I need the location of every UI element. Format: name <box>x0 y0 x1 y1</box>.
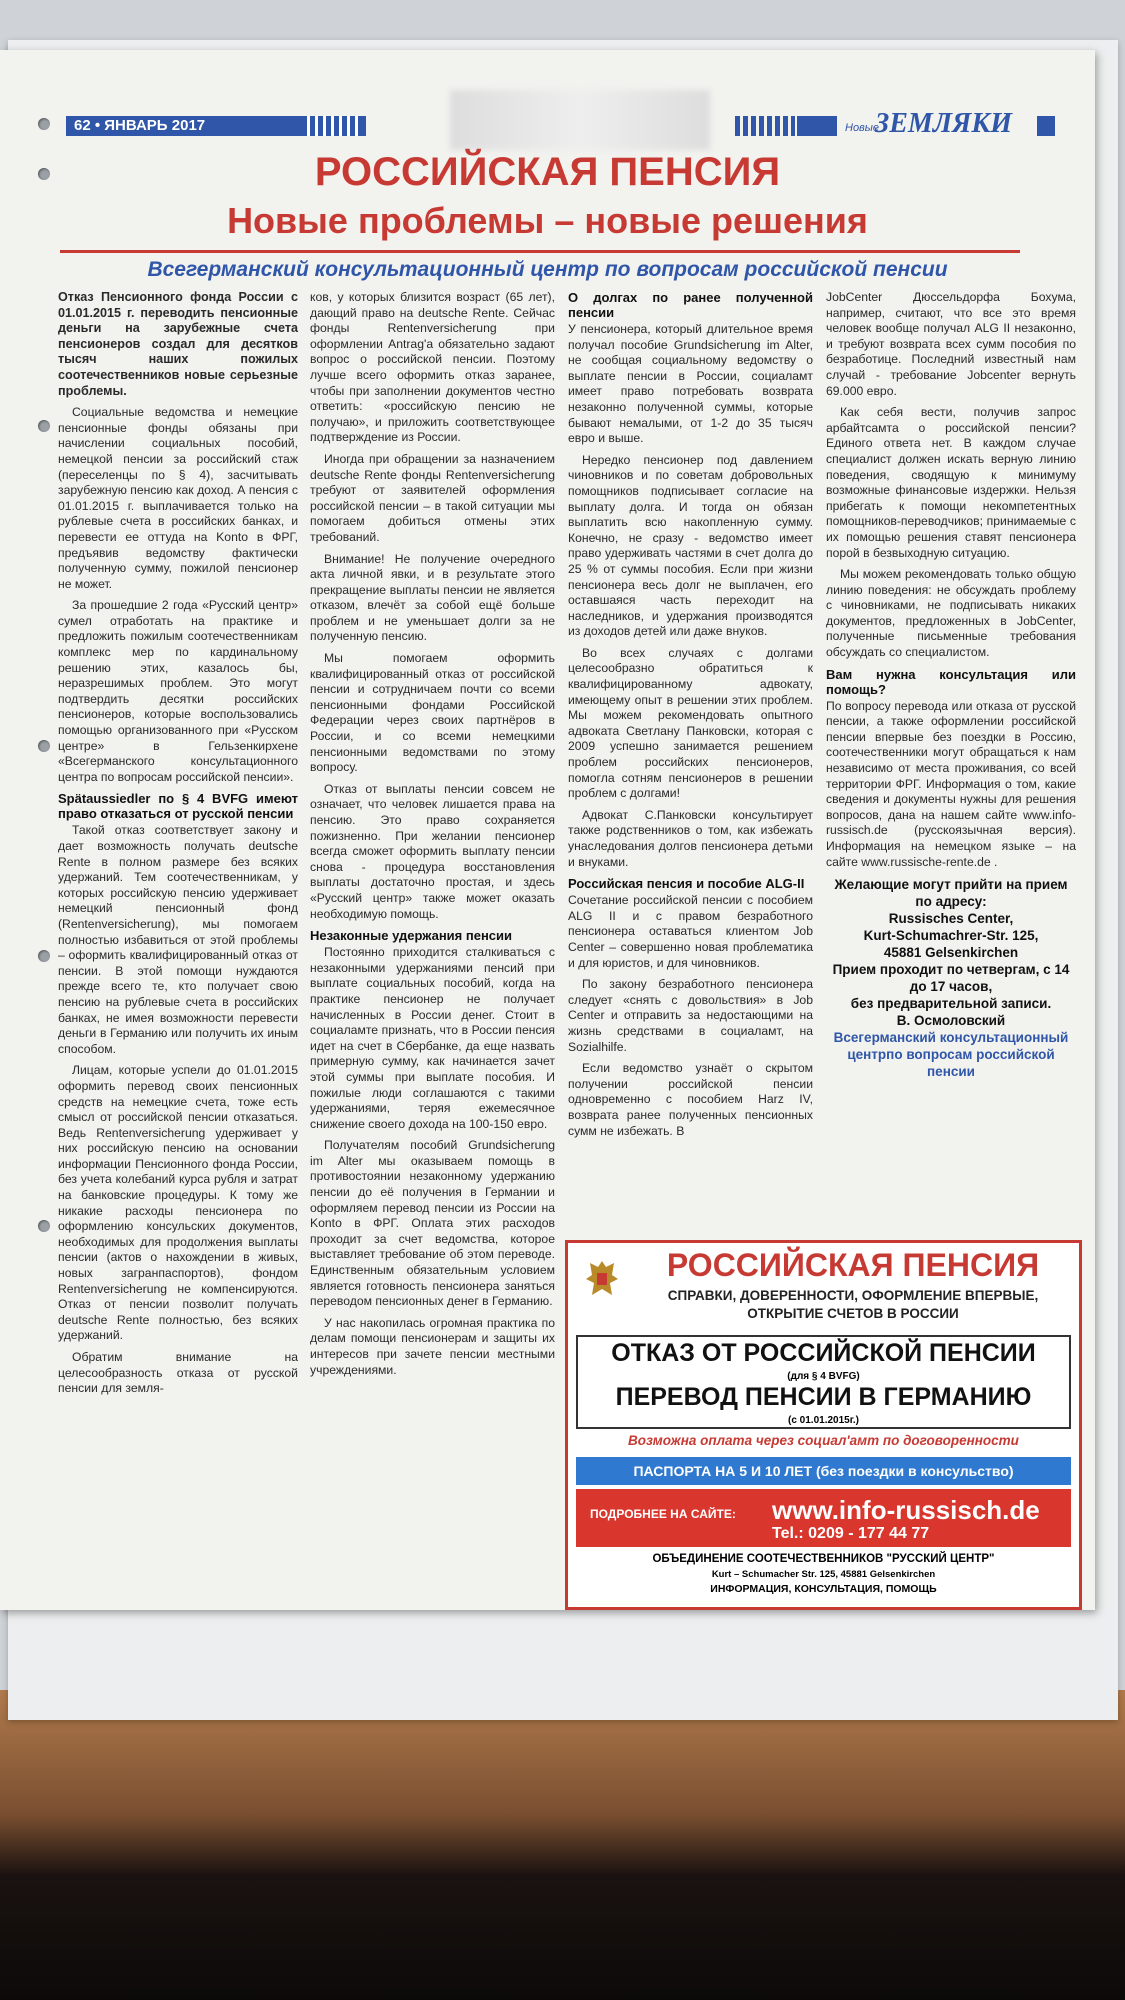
binding-hole <box>38 740 50 752</box>
paragraph: Внимание! Не получение очередного акта личной явки, и в результате этого прекращение выплаты пенсии не является отказом, влечёт за собой ещё больше проблем и не уменьшает долги за не полученную пенсию. <box>310 551 555 644</box>
russian-eagle-icon <box>582 1257 622 1301</box>
paragraph: По вопросу перевода или отказа от русской пенсии, а также оформлении российской пенсии впервые без поездки в Россию, соотечественники могут обращаться к нам независимо от места проживания, со всей территории ФРГ. Информация о том, какие сведения и документы нужны для решения вопросов, дана на нашем сайте www.info-russisch.de (русскоязычная версия). Информация на немецком языке – на сайте www.russische-rente.de . <box>826 698 1076 869</box>
article-column-4 <box>826 290 1076 1080</box>
paragraph: JobCenter Дюссельдорфа Бохума, например, считают, что все это время человек вообще получал ALG II незаконно, и требуют возврата всех сумм пособия по безработице. Последний известный нам случай - требование Jobcenter вернуть 69.000 евро. <box>826 290 1076 398</box>
ad-subtitle: СПРАВКИ, ДОВЕРЕННОСТИ, ОФОРМЛЕНИЕ ВПЕРВЫЕ, ОТКРЫТИЕ СЧЕТОВ В РОССИИ <box>667 1288 1039 1321</box>
paragraph: Если ведомство узнаёт о скрытом получении российской пенсии одновременно с пособием Harz IV, возврата ранее полученных пенсионных сумм не избежать. В <box>568 1061 813 1138</box>
binding-hole <box>38 1220 50 1232</box>
paragraph: Такой отказ соответствует закону и дает возможность получать deutsche Rente в полном размере без всяких удержаний. Тем соотечественникам, у которых российскую пенсию удерживает немецкий пенсионный фонд (Rentenversicherung), мы помогаем полностью избавиться от этой проблемы – оформить квалифицированный отказ от пенсии. В этой помощи нуждаются прежде всего те, кто получает свою пенсию на рублевые счета в российских банках, не имея возможности перевести деньги в Германию или получить их иным способом. <box>58 823 298 1056</box>
hours-note: без предварительной записи. <box>850 996 1052 1012</box>
address-intro: Желающие могут прийти на прием по адресу: <box>834 877 1068 910</box>
section-heading: Вам нужна консультация или помощь? <box>826 666 1076 697</box>
article-column-2 <box>310 290 555 1384</box>
ad-service-note: (для § 4 BVFG) <box>787 1371 860 1382</box>
paragraph: Нередко пенсионер под давлением чиновников и по советам добровольных помощников подписывает согласие на выплату долга. И тогда он обязан выплатить всю накопленную сумму. Конечно, не сразу - ведомство имеет право удерживать частями в счет долга до 25 % от суммы пособия. Если при жизни пенсионера весь долг не выплачен, его оставшаяся часть переходит на наследников, и удержания производятся из доходов детей или даже внуков. <box>568 452 813 639</box>
paragraph: Иногда при обращении за назначением deutsche Rente фонды Rentenversicherung требуют от заявителей оформления российской пенсии – в такой ситуации мы помогаем добиться отмены этих требований. <box>310 451 555 544</box>
ad-service-refusal: ОТКАЗ ОТ РОССИЙСКОЙ ПЕНСИИ <box>611 1339 1036 1367</box>
ad-more-label: ПОДРОБНЕЕ НА САЙТЕ: <box>590 1507 736 1521</box>
ad-phone: Tel.: 0209 - 177 44 77 <box>772 1525 930 1542</box>
address-line: 45881 Gelsenkirchen <box>883 945 1019 961</box>
paragraph: У пенсионера, который длительное время получал пособие Grundsicherung im Alter, не сообщая социальному ведомству о выплате пенсии в России, социаламт имеет право потребовать возврата незаконно полученной суммы, которые бывают немалыми, от 1-2 до 35 тысяч евро и выше. <box>568 322 813 446</box>
address-block <box>826 876 1076 1080</box>
wooden-table <box>0 1690 1125 2000</box>
paragraph: Социальные ведомства и немецкие пенсионные фонды обязаны при начислении социальных пособий, немецкой пенсии за российский стаж (переселенцы по § 4), засчитывать зарубежную пенсию как доход. А пенсия с 01.01.2015 г. выплачивается только на рублевые счета в российских банках, и перевести ее оттуда на Konto в ФРГ, предъявив ведомству фактически полученную сумму, пожилой пенсионер не может. <box>58 405 298 591</box>
ad-contact-banner <box>576 1489 1071 1547</box>
ad-payment-note: Возможна оплата через социал'амт по договоренности <box>628 1433 1019 1448</box>
headline-rule <box>60 250 1020 253</box>
paragraph: Как себя вести, получив запрос арбайтсамта о российской пенсии? Единого ответа нет. В каждом случае специалист должен искать верную линию поведения, сводящую к минимуму возможные финансовые издержки. Нельзя прибегать к помощи некомпетентных помощников-переводчиков; принимаемые с их помощью решения ставят пенсионера порой в безвыходную ситуацию. <box>826 405 1076 560</box>
masthead-small: Новые <box>845 122 880 134</box>
paragraph: Постоянно приходится сталкиваться с незаконными удержаниями пенсий при выплате социальных пособий, когда на практике пенсионер не получает начисленных в России денег. Стоит в социаламте признать, что в России пенсия идет на счет в Сбербанке, да еще назвать примерную сумму, как начинается зачет этой суммы при выплате пособия. И пожилые люди соглашаются с такими удержаниями, теряя ежемесячное снижение своего дохода на 100-150 евро. <box>310 945 555 1131</box>
paragraph: Сочетание российской пенсии с пособием ALG II и с правом безработного пенсионера оставаться клиентом Job Center – совершенно новая проблематика и для юристов, и для чиновников. <box>568 893 813 970</box>
binding-hole <box>38 118 50 130</box>
page-folio <box>66 116 366 136</box>
section-heading: Незаконные удержания пенсии <box>310 928 513 944</box>
article-subtitle: Всегерманский консультационный центр по вопросам российской пенсии <box>147 258 948 281</box>
lead-paragraph: Отказ Пенсионного фонда России с 01.01.2015 г. переводить пенсионные деньги на зарубежные счета пенсионеров создал для десятков тысяч наших пожилых соотечественников новые серьезные проблемы. <box>58 290 298 398</box>
address-line: Russisches Center, <box>888 911 1014 927</box>
binding-hole <box>38 950 50 962</box>
newspaper-page <box>0 50 1095 1610</box>
address-line: Kurt-Schumachrer-Str. 125, <box>863 928 1039 944</box>
paragraph: Мы помогаем оформить квалифицированный отказ от российской пенсии и сотрудничаем почти со всеми пенсионными фондами Российской Федерации через своих партнёров в России, и со всеми немецкими пенсионными ведомствами по этому вопросу. <box>310 651 555 775</box>
ad-services-box <box>576 1335 1071 1429</box>
paragraph: Получателям пособий Grundsicherung im Alter мы оказываем помощь в противостоянии незаконному удержанию пенсии до её получения в Германии и оформляем перевод пенсии из России на Konto в ФРГ. Оплата этих расходов проходит за счет ведомства, которое выставляет требование об этом переводе. Единственным обязательным условием является готовность пенсионера заняться переводом пенсионных денег в Германию. <box>310 1138 555 1309</box>
blurred-area <box>450 90 710 150</box>
article-column-3 <box>568 290 813 1145</box>
author-org: Всегерманский консультационный центрпо вопросам российской пенсии <box>833 1030 1069 1080</box>
ad-passport-banner: ПАСПОРТА НА 5 И 10 ЛЕТ (без поездки в консульство) <box>576 1457 1071 1485</box>
headline-secondary: Новые проблемы – новые решения <box>227 200 868 241</box>
binding-hole <box>38 420 50 432</box>
ad-org-name: ОБЪЕДИНЕНИЕ СООТЕЧЕСТВЕННИКОВ "РУССКИЙ ЦЕНТР" <box>652 1553 995 1565</box>
article-column-1 <box>58 290 298 1403</box>
section-heading: Spätaussiedler по § 4 BVFG имеют право отказаться от русской пенсии <box>58 791 298 822</box>
paragraph: Во всех случаях с долгами целесообразно обратиться к квалифицированному адвокату, имеющему опыт в решении этих проблем. Мы можем рекомендовать опытного адвоката Светлану Панковски, которая с 2009 успешно занимается решением проблем российских пенсионеров, помогла сотням пенсионеров в решении проблем с долгами! <box>568 645 813 801</box>
section-heading: Российская пенсия и пособие ALG-II <box>568 876 805 892</box>
paragraph: Отказ от выплаты пенсии совсем не означает, что человек лишается права на пенсию. Это право сохраняется пожизненно. При желании пенсионер всегда сможет оформить выплату пенсии снова - процедура восстановления выплаты достаточно простая, и здесь «Русский центр» также может оказать необходимую помощь. <box>310 781 555 921</box>
ad-service-note: (с 01.01.2015г.) <box>788 1415 859 1426</box>
author-name: В. Осмоловский <box>896 1013 1006 1029</box>
masthead-stripes <box>735 116 795 136</box>
paragraph: ков, у которых близится возраст (65 лет), дающий право на deutsche Rente. Сейчас фонды Rentenversicherung при оформлении Antrag'а обязательно задают вопрос о российской пенсии. Поэтому лучше всего оформить отказ заранее, чтобы при заполнении документов честно ответить: «российскую пенсию не получаю», и приложить соответствующее подтверждение из России. <box>310 290 555 445</box>
masthead-title: ЗЕМЛЯКИ <box>875 108 1013 139</box>
paragraph: За прошедшие 2 года «Русский центр» сумел отработать на практике и предложить пожилым соотечественникам комплекс мер по кардинальному решению этих, казалось бы, неразрешимых проблем. Это могут подтвердить десятки российских пенсионеров, которые воспользовались помощью организованного при «Русском центре» в Гельзенкирхене «Всегерманского консультационного центра по вопросам российской пенсии». <box>58 598 298 784</box>
ad-org-tagline: ИНФОРМАЦИЯ, КОНСУЛЬТАЦИЯ, ПОМОЩЬ <box>710 1583 937 1595</box>
paragraph: Обратим внимание на целесообразность отказа от русской пенсии для земля- <box>58 1350 298 1396</box>
paragraph: По закону безработного пенсионера следует «снять с довольствия» в Job Center и отправить за недостающими на жизнь средствами в социаламт, на Sozialhilfe. <box>568 977 813 1054</box>
ad-service-transfer: ПЕРЕВОД ПЕНСИИ В ГЕРМАНИЮ <box>615 1383 1032 1411</box>
ad-title: РОССИЙСКАЯ ПЕНСИЯ <box>666 1247 1040 1283</box>
headline: РОССИЙСКАЯ ПЕНСИЯ <box>314 150 781 194</box>
folio-text: 62 • ЯНВАРЬ 2017 <box>74 117 206 134</box>
paragraph: Адвокат С.Панковски консультирует также родственников о том, как избежать унаследования долгов пенсионера детьми и внуками. <box>568 807 813 869</box>
paragraph: Лицам, которые успели до 01.01.2015 оформить перевод своих пенсионных средств на немецкие счета, тоже есть смысл от российской пенсии отказаться. Ведь Rentenversicherung удерживает у них российскую пенсию на основании информации Пенсионного фонда России, без учета колебаний курса рубля и затрат на банковские процедуры. К тому же никакие расходы пенсионера по оформлению консульских документов, необходимых для продолжения выплаты пенсии (актов о нахождении в живых, новых загранпаспортов), фондом Rentenversicherung не компенсируются. Отказ от пенсии позволит получать deutsche Rente полностью, без всяких удержаний. <box>58 1063 298 1343</box>
advertisement <box>565 1240 1082 1610</box>
hours-line: Прием проходит по четвергам, с 14 до 17 часов, <box>832 962 1070 995</box>
paragraph: У нас накопилась огромная практика по делам помощи пенсионерам и защиты их интересов при зачете пенсии местными учреждениями. <box>310 1315 555 1377</box>
folio-stripes <box>302 116 362 136</box>
masthead-bar <box>797 116 837 136</box>
ad-website-link[interactable]: www.info-russisch.de <box>772 1495 1040 1525</box>
paragraph: Мы можем рекомендовать только общую линию поведения: не обсуждать проблему с чиновниками, не подписывать никаких документов, предложенных в JobCenter, полученные письменные требования обсуждать со специалистом. <box>826 567 1076 660</box>
masthead-logo <box>735 108 1055 140</box>
ad-org-address: Kurt – Schumacher Str. 125, 45881 Gelsenkirchen <box>711 1569 936 1580</box>
section-heading: О долгах по ранее полученной пенсии <box>568 290 813 320</box>
masthead-end <box>1037 116 1055 136</box>
